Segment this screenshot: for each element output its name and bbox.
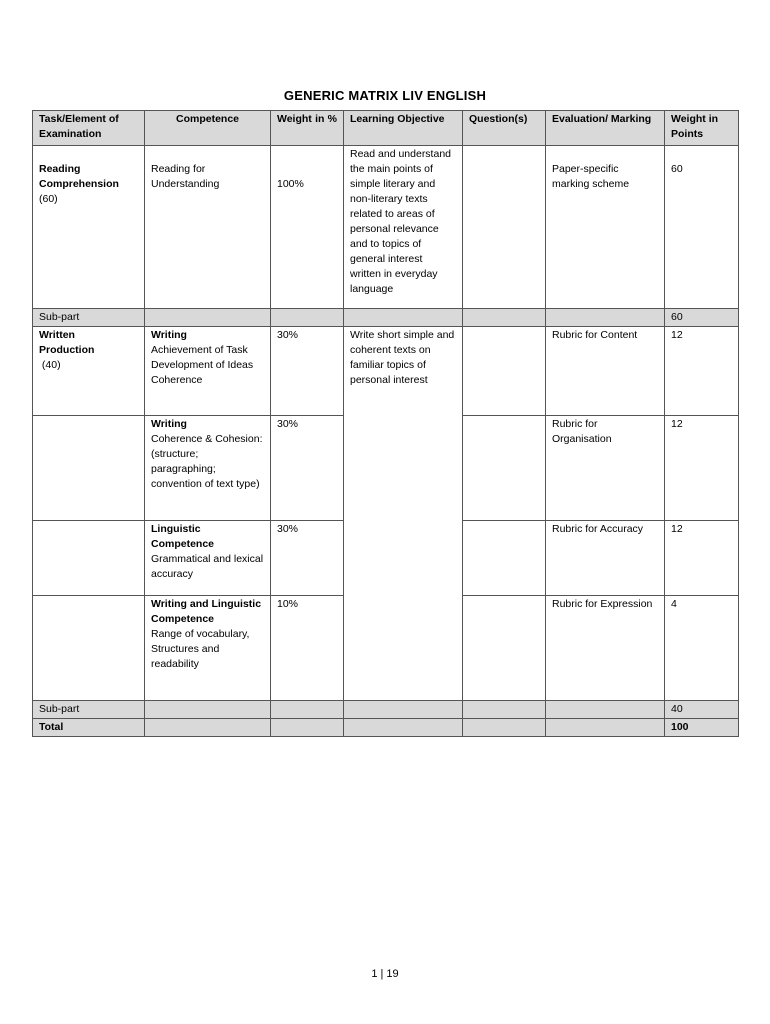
cell-questions-reading xyxy=(463,146,546,309)
cell-points-writing-1: 12 xyxy=(665,327,739,416)
cell-objective-reading: Read and understand the main points of simple literary and non-literary texts related to areas of personal relevance and to topics of general interest written in everyday language xyxy=(344,146,463,309)
table-row-subpart-reading xyxy=(33,309,739,327)
cell-points-reading: 60 xyxy=(665,146,739,309)
header-weight-points: Weight in Points xyxy=(665,111,739,146)
document-title: GENERIC MATRIX LIV ENGLISH xyxy=(283,88,487,103)
cell-points-writing-4: 4 xyxy=(665,596,739,701)
cell-subpart-label: Sub-part xyxy=(33,701,145,719)
table-row-subpart-writing xyxy=(33,701,739,719)
cell-competence-writing-4: Writing and Linguistic Competence Range of vocabulary, Structures and readability xyxy=(145,596,271,701)
cell-task-writing: Written Production (40) xyxy=(33,327,145,416)
cell-weight-writing-4: 10% xyxy=(271,596,344,701)
cell-evaluation-writing-2: Rubric for Organisation xyxy=(546,416,665,521)
header-learning-objective: Learning Objective xyxy=(344,111,463,146)
header-weight-percent: Weight in % xyxy=(271,111,344,146)
header-competence: Competence xyxy=(145,111,271,146)
table-header-row xyxy=(33,111,739,146)
cell-subpart-label: Sub-part xyxy=(33,309,145,327)
cell-competence-writing-2: Writing Coherence & Cohesion: (structure; paragraphing; convention of text type) xyxy=(145,416,271,521)
table-row-total xyxy=(33,719,739,737)
header-questions: Question(s) xyxy=(463,111,546,146)
cell-points-writing-3: 12 xyxy=(665,521,739,596)
cell-evaluation-writing-1: Rubric for Content xyxy=(546,327,665,416)
page-number: 1 | 19 xyxy=(371,968,399,980)
cell-weight-writing-3: 30% xyxy=(271,521,344,596)
cell-subpart-points: 40 xyxy=(665,701,739,719)
cell-weight-reading: 100% xyxy=(271,146,344,309)
generic-matrix-table xyxy=(32,110,739,737)
table-row-writing-1 xyxy=(33,327,739,416)
cell-total-points: 100 xyxy=(665,719,739,737)
cell-points-writing-2: 12 xyxy=(665,416,739,521)
cell-questions-writing-1 xyxy=(463,327,546,416)
cell-evaluation-writing-4: Rubric for Expression xyxy=(546,596,665,701)
table-row-reading xyxy=(33,146,739,309)
cell-evaluation-reading: Paper-specific marking scheme xyxy=(546,146,665,309)
cell-weight-writing-1: 30% xyxy=(271,327,344,416)
cell-weight-writing-2: 30% xyxy=(271,416,344,521)
cell-evaluation-writing-3: Rubric for Accuracy xyxy=(546,521,665,596)
cell-task-reading: Reading Comprehension (60) xyxy=(33,146,145,309)
header-task-element: Task/Element of Examination xyxy=(33,111,145,146)
cell-competence-writing-3: Linguistic Competence Grammatical and lexical accuracy xyxy=(145,521,271,596)
cell-competence-reading: Reading for Understanding xyxy=(145,146,271,309)
cell-competence-writing-1: Writing Achievement of Task Development of Ideas Coherence xyxy=(145,327,271,416)
cell-subpart-points: 60 xyxy=(665,309,739,327)
header-evaluation-marking: Evaluation/ Marking xyxy=(546,111,665,146)
cell-total-label: Total xyxy=(33,719,145,737)
cell-objective-writing: Write short simple and coherent texts on familiar topics of personal interest xyxy=(344,327,463,701)
